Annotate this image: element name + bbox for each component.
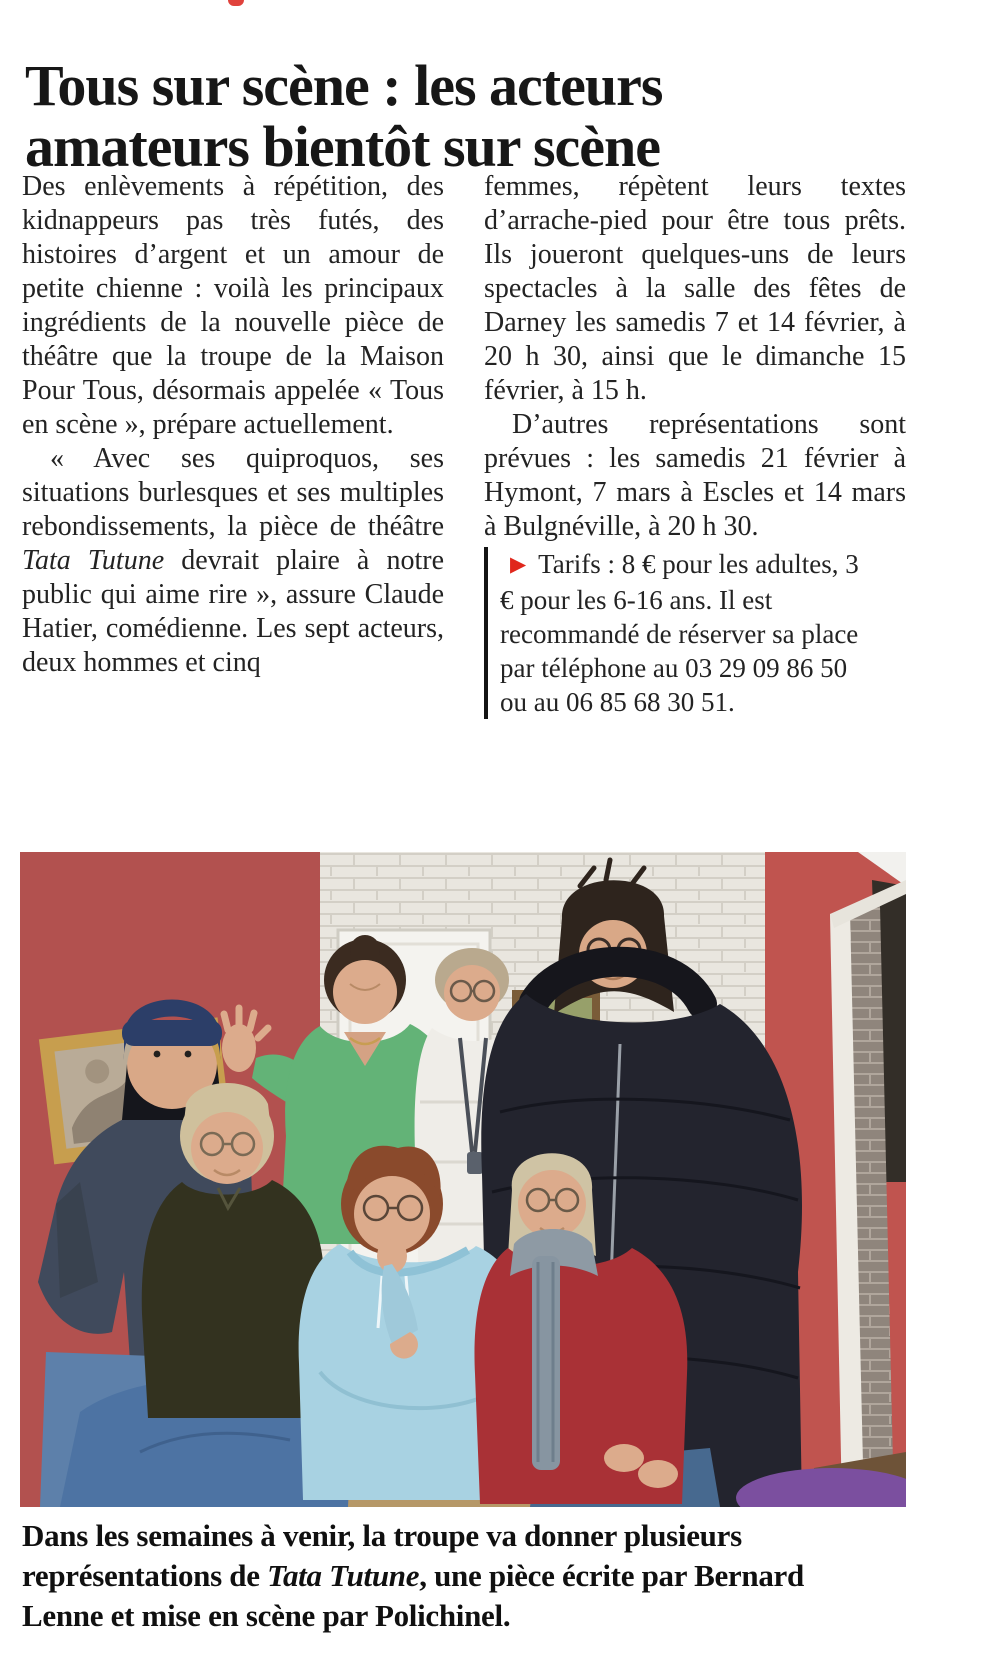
left-column bbox=[22, 170, 444, 719]
text-segment: Tata Tutune bbox=[267, 1558, 420, 1593]
text-segment: Tarifs : 8 € pour les adultes, 3 € pour les 6-16 ans. Il est recommandé de réserver sa place par téléphone au 03 29 09 86 50 ou au 06 85 68 30 51. bbox=[500, 549, 859, 717]
text-segment: Dans les semaines à venir, la troupe va donner plusieurs représentations de bbox=[22, 1518, 742, 1593]
text-segment: femmes, répètent leurs textes d’arrache-pied pour être tous prêts. Ils joueront quelques-uns de leurs spectacles à la salle des fêtes de Darney les samedis 7 et 14 février, à 20 h 30, ainsi que le dimanche 15 février, à 15 h. bbox=[484, 171, 906, 406]
red-triangle-bullet-icon: ▶ bbox=[510, 552, 527, 576]
right-column bbox=[484, 170, 906, 719]
tariffs-text bbox=[500, 549, 859, 717]
text-segment: Des enlèvements à répétition, des kidnappeurs pas très futés, des histoires d’argent et un amour de petite chienne : voilà les principaux ingrédients de la nouvelle pièce de théâtre que la troupe de la Maison Pour Tous, désormais appelée « Tous en scène », prépare actuellement. bbox=[22, 171, 444, 440]
text-segment: devrait plaire à notre public qui aime rire », assure Claude Hatier, comédienne. Les sept acteurs, deux hommes et cinq bbox=[22, 545, 444, 678]
cropped-red-kicker-fragment bbox=[228, 0, 244, 6]
paragraph bbox=[484, 170, 906, 408]
article-headline bbox=[25, 52, 975, 180]
text-segment: , une pièce écrite par Bernard Lenne et mise en scène par Polichinel. bbox=[22, 1558, 804, 1633]
paragraph bbox=[484, 408, 906, 544]
article-body bbox=[22, 170, 906, 719]
paragraph bbox=[22, 170, 444, 442]
text-segment: « Avec ses quiproquos, ses situations burlesques et ses multiples rebondissements, la pièce de théâtre bbox=[22, 443, 444, 542]
paragraph bbox=[22, 442, 444, 680]
photo-caption bbox=[22, 1516, 850, 1636]
text-segment: D’autres représentations sont prévues : les samedis 21 février à Hymont, 7 mars à Escles et 14 mars à Bulgnéville, à 20 h 30. bbox=[484, 409, 906, 542]
headline-line-2: amateurs bientôt sur scène bbox=[25, 114, 661, 180]
photo-theatre-troupe bbox=[20, 852, 906, 1507]
tariffs-info-block bbox=[484, 547, 870, 719]
text-segment: Tata Tutune bbox=[22, 545, 165, 576]
headline-line-1: Tous sur scène : les acteurs bbox=[25, 52, 663, 118]
